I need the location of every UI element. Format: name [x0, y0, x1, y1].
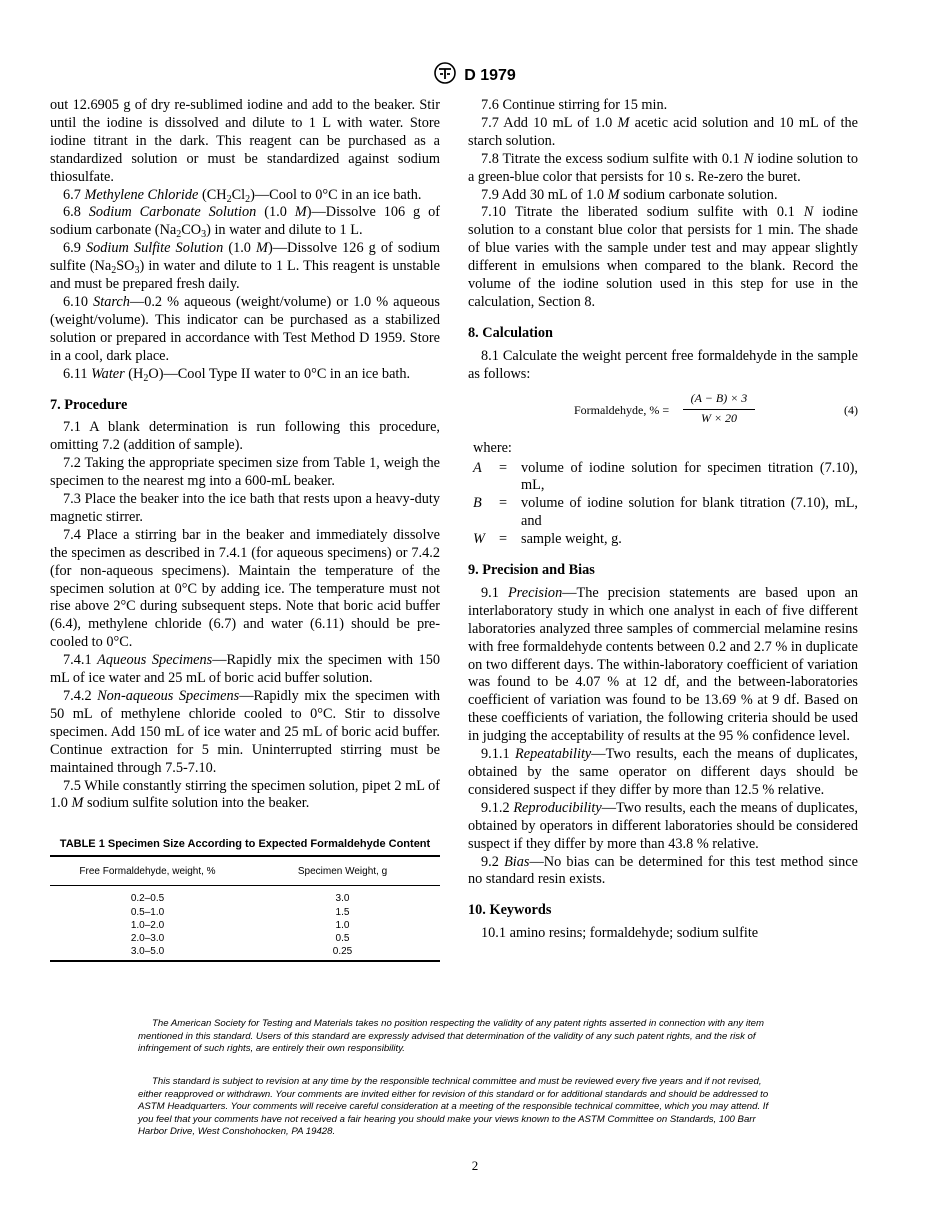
section-10-1: 10.1 amino resins; formaldehyde; sodium sulfite: [481, 925, 759, 942]
section-9-1: 9.1 Precision—The precision statements are based upon an interlaboratory study in which one analyst in each of five different laboratories analyzed three samples of commercial melamine resins with free formaldehyde contents between 0.2 and 2.7 % in duplicate on two different days. The within-laboratory coefficient of variation was found to be 4.07 % at 12 df, and the between-laboratories coefficient of variation was found to be 13.69 % at 9 df. Based on these coefficients of variation, the following criteria should be used in judging the acceptability of results at the 95 % confidence level.: [468, 584, 858, 745]
column-header-weight: Specimen Weight, g: [245, 856, 440, 886]
column-header-formaldehyde: Free Formaldehyde, weight, %: [50, 856, 245, 886]
table-cell: 1.0–2.0: [130, 919, 165, 931]
left-column: [50, 97, 440, 962]
paragraph-iodine-cont: out 12.6905 g of dry re-sublimed iodine and add to the beaker. Stir until the iodine is dissolved and dilute to 1 L with water. Store iodine titrant in the dark. This reagent can be purchased as a standardized solution or must be standardized against sodium thiosulfate.: [50, 97, 440, 185]
heading-procedure: 7. Procedure: [50, 396, 128, 413]
section-9-1-1: 9.1.1 Repeatability—Two results, each the means of duplicates, obtained by the same operator on different days should be considered suspect if they differ by more than 12.5 % relative.: [468, 746, 858, 798]
section-7-1: 7.1 A blank determination is run following this procedure, omitting 7.2 (addition of sample).: [50, 419, 440, 454]
where-label: where:: [473, 439, 512, 456]
equation-fraction: [683, 390, 755, 428]
list-item: B = volume of iodine solution for blank titration (7.10), mL, and: [473, 495, 858, 530]
section-9-2: 9.2 Bias—No bias can be determined for this test method since no standard resin exists.: [468, 853, 858, 888]
table-cell: 2.0–3.0: [130, 932, 165, 944]
table-cell: 1.5: [335, 906, 350, 918]
table-cell: 1.0: [335, 919, 350, 931]
section-7-8: 7.8 Titrate the excess sodium sulfite with 0.1 N iodine solution to a green-blue color that persists for 10 s. Re-zero the buret.: [468, 150, 859, 185]
section-7-4: 7.4 Place a stirring bar in the beaker and immediately dissolve the specimen as described in 7.4.1 (for aqueous specimens) or 7.4.2 (for non-aqueous specimens). Maintain the temperature of the specimen solution at 0°C by adding ice. The temperature must not rise above 2°C during subsequent steps. Note that boric acid buffer (6.4), methylene chloride (6.7) and water (6.11) should be pre-cooled to 0°C.: [50, 526, 440, 651]
table-cell: 0.2–0.5: [130, 893, 165, 905]
table-cell: 3.0–5.0: [130, 946, 165, 958]
page-header: [0, 62, 950, 89]
section-7-6: 7.6 Continue stirring for 15 min.: [481, 97, 668, 113]
section-7-7: 7.7 Add 10 mL of 1.0 M acetic acid solution and 10 mL of the starch solution.: [468, 114, 859, 149]
table-row: [50, 886, 440, 906]
specimen-size-table: [50, 855, 440, 962]
table-cell: 3.0: [335, 893, 350, 905]
right-column: [468, 97, 858, 943]
equation-numerator: (A − B) × 3: [683, 390, 755, 410]
table-cell: 0.25: [332, 946, 353, 958]
section-7-4-2: 7.4.2 Non-aqueous Specimens—Rapidly mix the specimen with 50 mL of methylene chloride cooled to 0°C. Stir to dissolve specimen. Add 150 mL of ice water and 25 mL of boric acid buffer. Continue extraction for 5 min. Uninterrupted stirring must be maintained through 7.5-7.10.: [50, 688, 440, 776]
astm-logo-icon: [434, 62, 456, 89]
section-9-1-2: 9.1.2 Reproducibility—Two results, each the means of duplicates, obtained by operators in different laboratories should be considered suspect if they differ by more than 43.8 % relative.: [468, 799, 858, 852]
table-row: [50, 932, 440, 945]
variable-definitions: [468, 460, 858, 550]
heading-precision-bias: 9. Precision and Bias: [468, 562, 595, 579]
section-6-8: 6.8 Sodium Carbonate Solution (1.0 M)—Dissolve 106 g of sodium carbonate $(Na_2CO_3)$ in water and dilute to 1 L.: [50, 204, 441, 241]
table-1-title: TABLE 1 Specimen Size According to Expected Formaldehyde Content: [59, 838, 431, 851]
section-6-7: 6.7 Methylene Chloride $(CH_2Cl_2)—Cool$ to 0°C in an ice bath.: [63, 186, 422, 205]
section-8-1: 8.1 Calculate the weight percent free formaldehyde in the sample as follows:: [468, 347, 858, 382]
page-number: 2: [471, 1158, 479, 1173]
heading-keywords: 10. Keywords: [468, 902, 552, 919]
heading-calculation: 8. Calculation: [468, 324, 553, 341]
equation-label: Formaldehyde, % =: [574, 402, 670, 417]
list-item: W = sample weight, g.: [473, 531, 622, 548]
table-cell: 0.5–1.0: [130, 906, 165, 918]
section-7-4-1: 7.4.1 Aqueous Specimens—Rapidly mix the specimen with 150 mL of ice water and 25 mL of boric acid buffer solution.: [50, 652, 440, 687]
section-6-10: 6.10 Starch—0.2 % aqueous (weight/volume) or 1.0 % aqueous (weight/volume). This indicator can be purchased as a stabilized solution or prepared in accordance with Test Method D 1959. Store in a cool, dark place.: [50, 293, 441, 364]
table-cell: 0.5: [335, 932, 350, 944]
section-7-2: 7.2 Taking the appropriate specimen size from Table 1, weigh the specimen to the nearest mg into a 600-mL beaker.: [50, 455, 440, 490]
table-row: [50, 906, 440, 919]
section-7-5: 7.5 While constantly stirring the specimen solution, pipet 2 mL of 1.0 M sodium sulfite solution into the beaker.: [50, 777, 440, 812]
table-row: [50, 919, 440, 932]
equation-number: (4): [844, 402, 858, 417]
section-7-9: 7.9 Add 30 mL of 1.0 M sodium carbonate solution.: [481, 186, 778, 203]
section-6-11: 6.11 Water $(H_2O)—Cool$ Type II water to 0°C in an ice bath.: [63, 365, 411, 384]
table-row: [50, 945, 440, 961]
section-6-9: 6.9 Sodium Sulfite Solution (1.0 M)—Dissolve 126 g of sodium sulfite $(Na_2SO_3)$ in water and dilute to 1 L. This reagent is unstable and must be prepared fresh daily.: [50, 240, 441, 293]
list-item: A = volume of iodine solution for specimen titration (7.10), mL,: [473, 459, 858, 494]
footer-revision-notice: This standard is subject to revision at any time by the responsible technical committee and must be reviewed every five years and if not revised, either reapproved or withdrawn. Your comments are invited either for revision of this standard or for additional standards and should be addressed to ASTM Headquarters. Your comments will receive careful consideration at a meeting of the responsible technical committee, which you may attend. If you feel that your comments have not received a fair hearing you should make your views known to the ASTM Committee on Standards, 100 Barr Harbor Drive, West Conshohocken, PA 19428.: [138, 1076, 769, 1137]
designation: D 1979: [464, 66, 516, 84]
footer-patent-notice: The American Society for Testing and Materials takes no position respecting the validity of any patent rights asserted in connection with any item mentioned in this standard. Users of this standard are expressly advised that determination of the validity of any such patent rights, and the risk of infringement of such rights, are entirely their own responsibility.: [138, 1018, 765, 1054]
section-7-3: 7.3 Place the beaker into the ice bath that rests upon a heavy-duty magnetic stirrer.: [50, 491, 440, 525]
formula-equation: [468, 390, 858, 432]
section-7-10: 7.10 Titrate the liberated sodium sulfite with 0.1 N iodine solution to a constant blue color that persists for 1 min. The shade of blue varies with the sample under test and may appear slightly different in emulsions when compared to the blank. Record the volume of the iodine solution used in this step for use in the calculation, Section 8.: [468, 204, 859, 310]
equation-denominator: W × 20: [700, 410, 738, 425]
